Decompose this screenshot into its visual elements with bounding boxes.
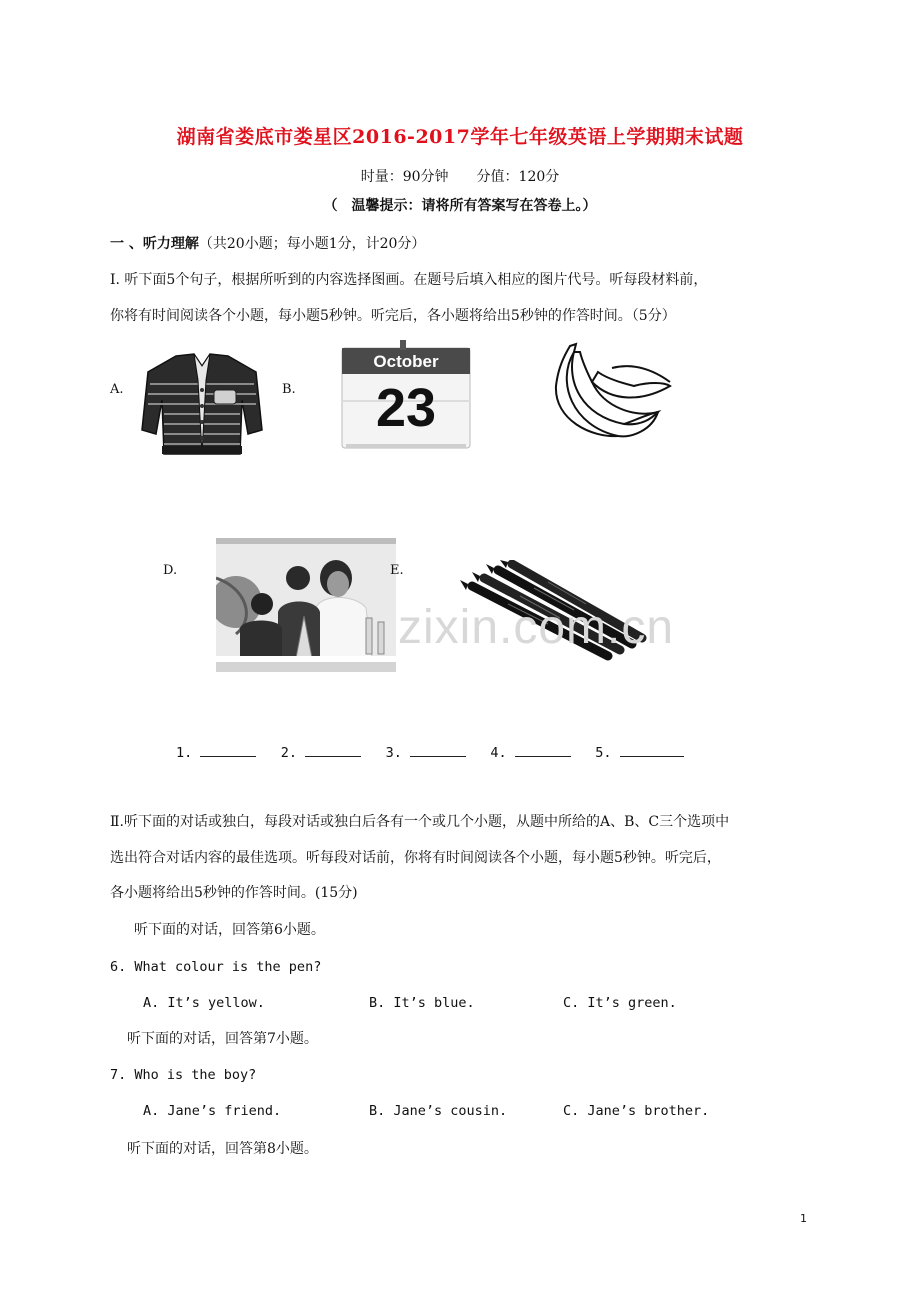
- time-limit: 时量：90分钟: [360, 169, 449, 185]
- question-7: 7. Who is the boy?: [110, 1067, 257, 1083]
- intro-q7: 听下面的对话，回答第7小题。: [127, 1031, 318, 1047]
- section1-heading: 一 、听力理解: [110, 236, 199, 252]
- part2-instructions-line2: 选出符合对话内容的最佳选项。听每段对话前，你将有时间阅读各个小题，每小题5秒钟。听完后，: [110, 850, 721, 866]
- label-a: A.: [110, 382, 124, 397]
- part1-instructions-line1: Ⅰ. 听下面5个句子，根据所听到的内容选择图画。在题号后填入相应的图片代号。听每段材料前，: [110, 272, 708, 288]
- q7-option-a: A. Jane’s friend.: [143, 1103, 282, 1119]
- q6-option-b: B. It’s blue.: [369, 995, 475, 1011]
- answer-blank-1[interactable]: [200, 742, 256, 757]
- calendar-month: October: [373, 352, 439, 371]
- q6-option-a: A. It’s yellow.: [143, 995, 265, 1011]
- answer-blank-4[interactable]: [515, 742, 571, 757]
- watermark: zixin.com.cn: [398, 601, 675, 654]
- sweater-picture: [136, 350, 268, 456]
- calendar-day: 23: [375, 378, 437, 438]
- answer-label-3: 3.: [385, 745, 402, 761]
- q6-option-c: C. It’s green.: [563, 995, 677, 1011]
- answer-blank-3[interactable]: [410, 742, 466, 757]
- q7-option-b: B. Jane’s cousin.: [369, 1103, 508, 1119]
- exam-title: 湖南省娄底市娄星区2016-2017学年七年级英语上学期期末试题: [176, 126, 744, 148]
- tip-note: （ 温馨提示：请将所有答案写在答卷上。）: [323, 198, 597, 214]
- answer-label-1: 1.: [176, 745, 193, 761]
- q7-option-c: C. Jane’s brother.: [563, 1103, 710, 1119]
- label-e: E.: [390, 563, 404, 578]
- label-d: D.: [163, 563, 178, 578]
- exam-meta: [0, 166, 920, 186]
- section1-note: （共20小题；每小题1分，计20分）: [198, 236, 426, 252]
- label-b: B.: [282, 382, 296, 397]
- answer-label-2: 2.: [280, 745, 298, 761]
- answer-label-4: 4.: [490, 745, 507, 761]
- answer-blank-5[interactable]: [620, 742, 684, 757]
- part2-instructions-line3: 各小题将给出5秒钟的作答时间。(15分): [110, 885, 358, 901]
- lab-students-picture: [216, 538, 396, 672]
- question-6: 6. What colour is the pen?: [110, 959, 322, 975]
- section1-header: [110, 234, 425, 254]
- part2-instructions-line1: Ⅱ.听下面的对话或独白，每段对话或独白后各有一个或几个小题，从题中所给的A、B、C三个选项中: [110, 814, 730, 830]
- answer-label-5: 5.: [595, 745, 612, 761]
- total-score: 分值：120分: [476, 169, 560, 185]
- banana-picture: [552, 342, 676, 442]
- answer-blanks: [176, 742, 684, 761]
- part1-instructions-line2: 你将有时间阅读各个小题，每小题5秒钟。听完后，各小题将给出5秒钟的作答时间。（5分）: [110, 308, 676, 324]
- intro-q6: 听下面的对话，回答第6小题。: [134, 922, 325, 938]
- intro-q8: 听下面的对话，回答第8小题。: [127, 1141, 318, 1157]
- answer-blank-2[interactable]: [305, 742, 361, 757]
- page-number: 1: [800, 1212, 807, 1225]
